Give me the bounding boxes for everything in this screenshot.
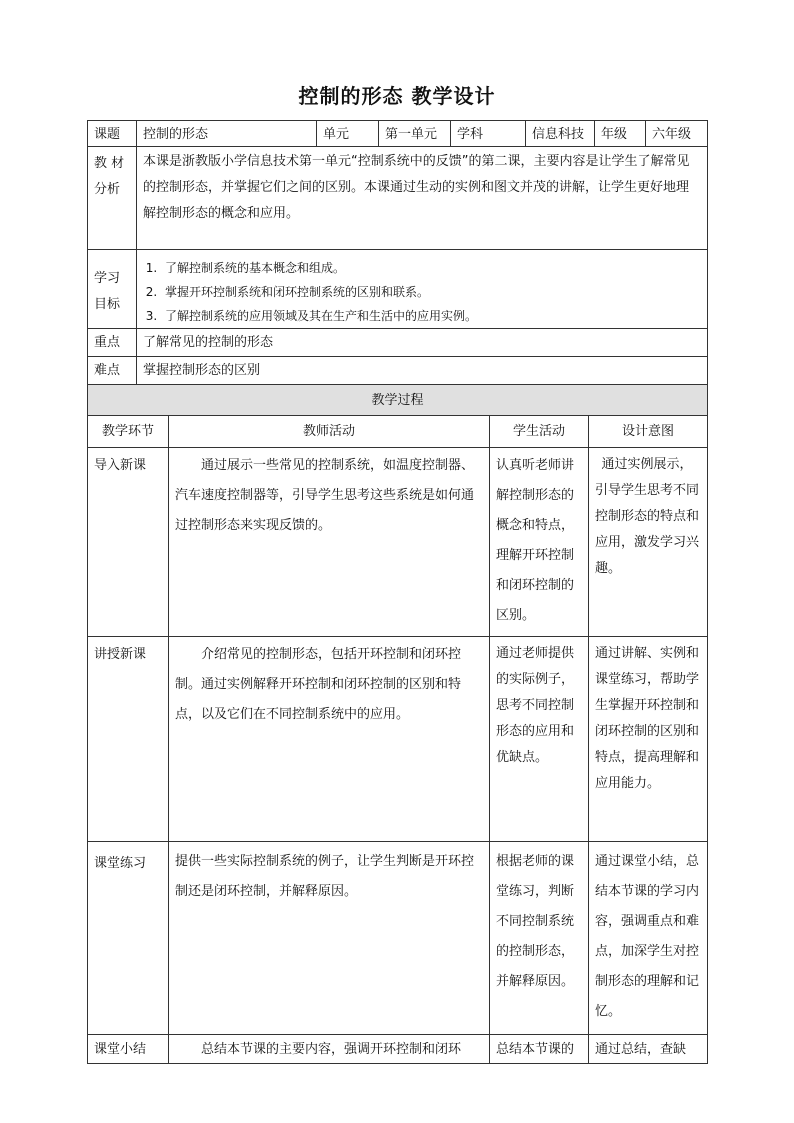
topic-value: 控制的形态 xyxy=(136,120,317,147)
key-point-label: 重点 xyxy=(87,328,137,357)
table-row-1-intent: 通过实例展示，引导学生思考不同控制形态的特点和应用，激发学习兴趣。 xyxy=(588,447,708,637)
table-row-1-stage: 导入新课 xyxy=(87,447,169,637)
goals-label-line2: 目标 xyxy=(94,297,121,312)
subject-value: 信息科技 xyxy=(525,120,595,147)
analysis-label xyxy=(87,146,137,250)
table-row-1-teacher: 通过展示一些常见的控制系统，如温度控制器、汽车速度控制器等，引导学生思考这些系统是如何通过控制形态来实现反馈的。 xyxy=(168,447,490,637)
goal-item-3: 3. 了解控制系统的应用领域及其在生产和生活中的应用实例。 xyxy=(161,304,701,328)
table-row-1-student: 认真听老师讲解控制形态的概念和特点，理解开环控制和闭环控制的区别。 xyxy=(489,447,589,637)
grade-label: 年级 xyxy=(594,120,646,147)
col-teacher-header: 教师活动 xyxy=(168,415,490,448)
col-student-header: 学生活动 xyxy=(489,415,589,448)
unit-label: 单元 xyxy=(316,120,379,147)
topic-label: 课题 xyxy=(87,120,137,147)
table-row-3-stage: 课堂练习 xyxy=(87,841,169,1035)
difficulty-label: 难点 xyxy=(87,356,137,385)
table-row-4-intent: 通过总结，查缺 xyxy=(588,1034,708,1064)
table-row-3-intent: 通过课堂小结，总结本节课的学习内容，强调重点和难点，加深学生对控制形态的理解和记忆。 xyxy=(588,841,708,1035)
analysis-label-line2: 分析 xyxy=(94,182,121,197)
goals-list xyxy=(136,249,708,329)
col-intent-header: 设计意图 xyxy=(588,415,708,448)
goals-label xyxy=(87,249,137,329)
table-row-4-teacher: 总结本节课的主要内容，强调开环控制和闭环 xyxy=(168,1034,490,1064)
analysis-text: 本课是浙教版小学信息技术第一单元“控制系统中的反馈”的第二课，主要内容是让学生了解常见的控制形态，并掌握它们之间的区别。本课通过生动的实例和图文并茂的讲解，让学生更好地理解控制形态的概念和应用。 xyxy=(136,146,708,250)
table-row-2-stage: 讲授新课 xyxy=(87,636,169,842)
table-row-4-stage: 课堂小结 xyxy=(87,1034,169,1064)
col-stage-header: 教学环节 xyxy=(87,415,169,448)
process-header: 教学过程 xyxy=(87,384,708,416)
table-row-2-student: 通过老师提供的实际例子，思考不同控制形态的应用和优缺点。 xyxy=(489,636,589,842)
table-row-2-intent: 通过讲解、实例和课堂练习，帮助学生掌握开环控制和闭环控制的区别和特点，提高理解和应用能力。 xyxy=(588,636,708,842)
goal-item-2: 2. 掌握开环控制系统和闭环控制系统的区别和联系。 xyxy=(161,280,701,304)
table-row-2-teacher: 介绍常见的控制形态，包括开环控制和闭环控制。通过实例解释开环控制和闭环控制的区别和特点，以及它们在不同控制系统中的应用。 xyxy=(168,636,490,842)
table-row-4-student: 总结本节课的 xyxy=(489,1034,589,1064)
analysis-label-line1: 教 材 xyxy=(94,156,125,171)
subject-label: 学科 xyxy=(450,120,526,147)
key-point-text: 了解常见的控制的形态 xyxy=(136,328,708,357)
unit-value: 第一单元 xyxy=(378,120,451,147)
table-row-3-teacher: 提供一些实际控制系统的例子，让学生判断是开环控制还是闭环控制，并解释原因。 xyxy=(168,841,490,1035)
table-row-3-student: 根据老师的课堂练习，判断不同控制系统的控制形态，并解释原因。 xyxy=(489,841,589,1035)
goal-item-1: 1. 了解控制系统的基本概念和组成。 xyxy=(161,256,701,280)
grade-value: 六年级 xyxy=(645,120,708,147)
page-title: 控制的形态 教学设计 xyxy=(298,84,496,108)
difficulty-text: 掌握控制形态的区别 xyxy=(136,356,708,385)
goals-label-line1: 学习 xyxy=(94,271,121,286)
